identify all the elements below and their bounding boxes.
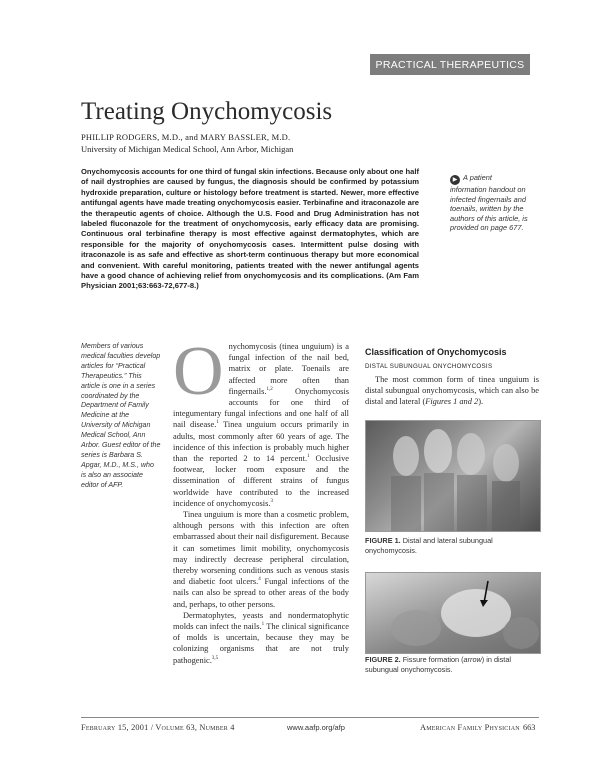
figure-2-label: FIGURE 2. — [365, 655, 401, 664]
citation: 3 — [270, 499, 273, 505]
article-title: Treating Onychomycosis — [81, 98, 333, 125]
figure-1-label: FIGURE 1. — [365, 536, 401, 545]
footer-journal: American Family Physician — [420, 723, 520, 732]
series-sidebar-note: Members of various medical faculties develop articles for “Practical Therapeutics.” This article is one in a series coordinated by the Department of Family Medicine at the University of Michigan Medical School, Ann Arbor. Guest editor of the series is Barbara S. Apgar, M.D., M.S., who is also an associate editor of AFP. — [81, 342, 161, 489]
body-text: Dermatophytes, yeasts and nondermatophytic molds can infect the nails. — [173, 610, 349, 632]
body-text: The clinical significance of molds is uncertain, because they may be colonizing organisms that are not truly pathogenic. — [173, 622, 349, 665]
figure-2-photo — [365, 572, 541, 654]
caption-text: Distal and lateral subungual onychomycosis. — [365, 536, 493, 555]
section-banner-label: PRACTICAL THERAPEUTICS — [375, 58, 525, 71]
arrow-right-icon: ▶ — [450, 175, 460, 185]
figure-reference: Figures 1 and 2 — [425, 397, 479, 407]
section-paragraph — [365, 374, 539, 408]
article-abstract: Onychomycosis accounts for one third of fungal skin infections. Because only about one half of nail dystrophies are caused by fungus, the diagnosis should be confirmed by potassium hydroxide preparation, culture or histology before treatment is started. Newer, more effective antifungal agents have made treating onychomycosis easier. Terbinafine and itraconazole are the therapeutic agents of choice. Although the U.S. Food and Drug Administration has not labeled fluconazole for the treatment of onychomycosis, early efficacy data are promising. Continuous oral terbinafine therapy is most effective against dermatophytes, which are responsible for the majority of onychomycosis cases. Intermittent pulse dosing with itraconazole is as safe and effective as short-term continuous therapy but more economical and convenient. With careful monitoring, patients treated with the newer antifungal agents have a good chance of achieving relief from onychomycosis and its complications. (Am Fam Physician 2001;63:663-72,677-8.) — [81, 167, 419, 291]
section-heading: Classification of Onychomycosis — [365, 347, 507, 357]
body-text: The most common form of tinea unguium is distal subungual onychomycosis, which can also be distal and lateral ( — [365, 375, 539, 407]
body-text: Onychomycosis accounts for one third of integumentary fungal infections and one half of all nail disease. — [173, 386, 349, 430]
article-authors: PHILLIP RODGERS, M.D., and MARY BASSLER, M.D. — [81, 132, 291, 142]
citation: 3,5 — [211, 655, 219, 661]
body-paragraph-2 — [173, 509, 349, 610]
caption-text: Fissure formation ( — [400, 655, 464, 664]
body-text: nychomycosis (tinea unguium) is a fungal infection of the nail bed, matrix or plate. Toenails are affected more often than fingernails. — [228, 342, 349, 396]
page-number: 663 — [523, 723, 536, 732]
body-text: ). — [478, 397, 484, 407]
handout-note-text: A patient information handout on infected fingernails and toenails, written by the authors of this article, is provided on page 677. — [450, 173, 528, 233]
caption-text: ) in distal subungual onychomycosis. — [365, 655, 511, 674]
author-affiliation: University of Michigan Medical School, Ann Arbor, Michigan — [81, 144, 294, 154]
body-paragraph-3 — [173, 610, 349, 666]
fingers-photo-illustration — [366, 421, 540, 531]
citation: 1 — [261, 622, 265, 628]
patient-handout-note — [450, 173, 528, 233]
citation: 4 — [258, 577, 261, 583]
footer-url[interactable]: www.aafp.org/afp — [287, 723, 345, 732]
body-text: Occlusive footwear, locker room exposure and the dissemination of different strains of fungus worldwide have contributed to the increased incidence of onychomycosis. — [173, 454, 349, 508]
figure-2-caption — [365, 655, 539, 674]
section-banner — [370, 54, 530, 75]
drop-cap: O — [173, 333, 224, 410]
body-column-left — [173, 333, 349, 666]
citation: 1 — [216, 420, 219, 426]
figure-1-photo — [365, 420, 541, 532]
citation: 1,2 — [266, 387, 273, 393]
footer-divider — [81, 717, 539, 718]
toenail-photo-illustration — [366, 573, 540, 653]
body-column-right — [365, 374, 539, 408]
figure-1-caption — [365, 536, 539, 555]
body-text: Tinea unguium occurs primarily in adults, most commonly after 60 years of age. The incidence of this infection is probably much higher than the reported 2 to 14 percent. — [173, 420, 349, 464]
citation: 1 — [307, 454, 310, 460]
footer-issue: February 15, 2001 / Volume 63, Number 4 — [81, 723, 235, 732]
body-text: Fungal infections of the nails can also be spread to other areas of the body and, perhaps, to other persons. — [173, 577, 349, 609]
section-subheading: DISTAL SUBUNGUAL ONYCHOMYCOSIS — [365, 363, 493, 370]
caption-arrow-word: arrow — [463, 655, 482, 664]
body-text: Tinea unguium is more than a cosmetic problem, although persons with this infection are often embarrassed about their nail disfigurement. Because it can sometimes limit mobility, onychomycosis may indirectly decrease peripheral circulation, thereby worsening conditions such as venous stasis and diabetic foot ulcers. — [173, 510, 349, 587]
body-paragraph-1 — [173, 333, 349, 509]
